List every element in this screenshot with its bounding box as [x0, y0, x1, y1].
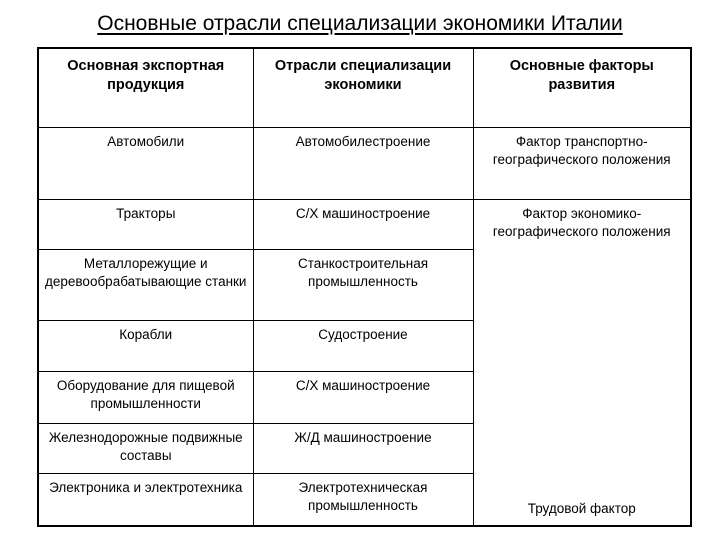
factor-transport-cell: Фактор транспортно-географического положения — [473, 127, 691, 199]
product-cell: Электроника и электротехника — [38, 473, 253, 526]
product-cell: Оборудование для пищевой промышленности — [38, 371, 253, 423]
industry-cell: С/Х машиностроение — [253, 199, 473, 249]
factor-labor-cell: Трудовой фактор — [473, 473, 691, 526]
specialization-table — [37, 47, 692, 527]
header-factors: Основные факторы развития — [473, 48, 691, 127]
factor-economic-cell: Фактор экономико-географического положения — [473, 199, 691, 249]
industry-cell: Электротехническая промышленность — [253, 473, 473, 526]
title-text: Основные отрасли специализации экономики Италии — [97, 12, 623, 35]
industry-cell: С/Х машиностроение — [253, 371, 473, 423]
table-row — [38, 320, 691, 371]
header-industries: Отрасли специализации экономики — [253, 48, 473, 127]
table-row — [38, 199, 691, 249]
table-row — [38, 423, 691, 473]
industry-cell: Ж/Д машиностроение — [253, 423, 473, 473]
factor-empty-cell — [473, 320, 691, 371]
page-title — [0, 11, 720, 37]
table-row — [38, 127, 691, 199]
factor-empty-cell — [473, 423, 691, 473]
product-cell: Металлорежущие и деревообрабатывающие станки — [38, 249, 253, 320]
industry-cell: Станкостроительная промышленность — [253, 249, 473, 320]
industry-cell: Автомобилестроение — [253, 127, 473, 199]
header-row — [38, 48, 691, 127]
industry-cell: Судостроение — [253, 320, 473, 371]
factor-empty-cell — [473, 249, 691, 320]
product-cell: Корабли — [38, 320, 253, 371]
table-row — [38, 249, 691, 320]
table-row — [38, 371, 691, 423]
product-cell: Тракторы — [38, 199, 253, 249]
factor-empty-cell — [473, 371, 691, 423]
product-cell: Железнодорожные подвижные составы — [38, 423, 253, 473]
product-cell: Автомобили — [38, 127, 253, 199]
header-export-products: Основная экспортная продукция — [38, 48, 253, 127]
table-row — [38, 473, 691, 526]
